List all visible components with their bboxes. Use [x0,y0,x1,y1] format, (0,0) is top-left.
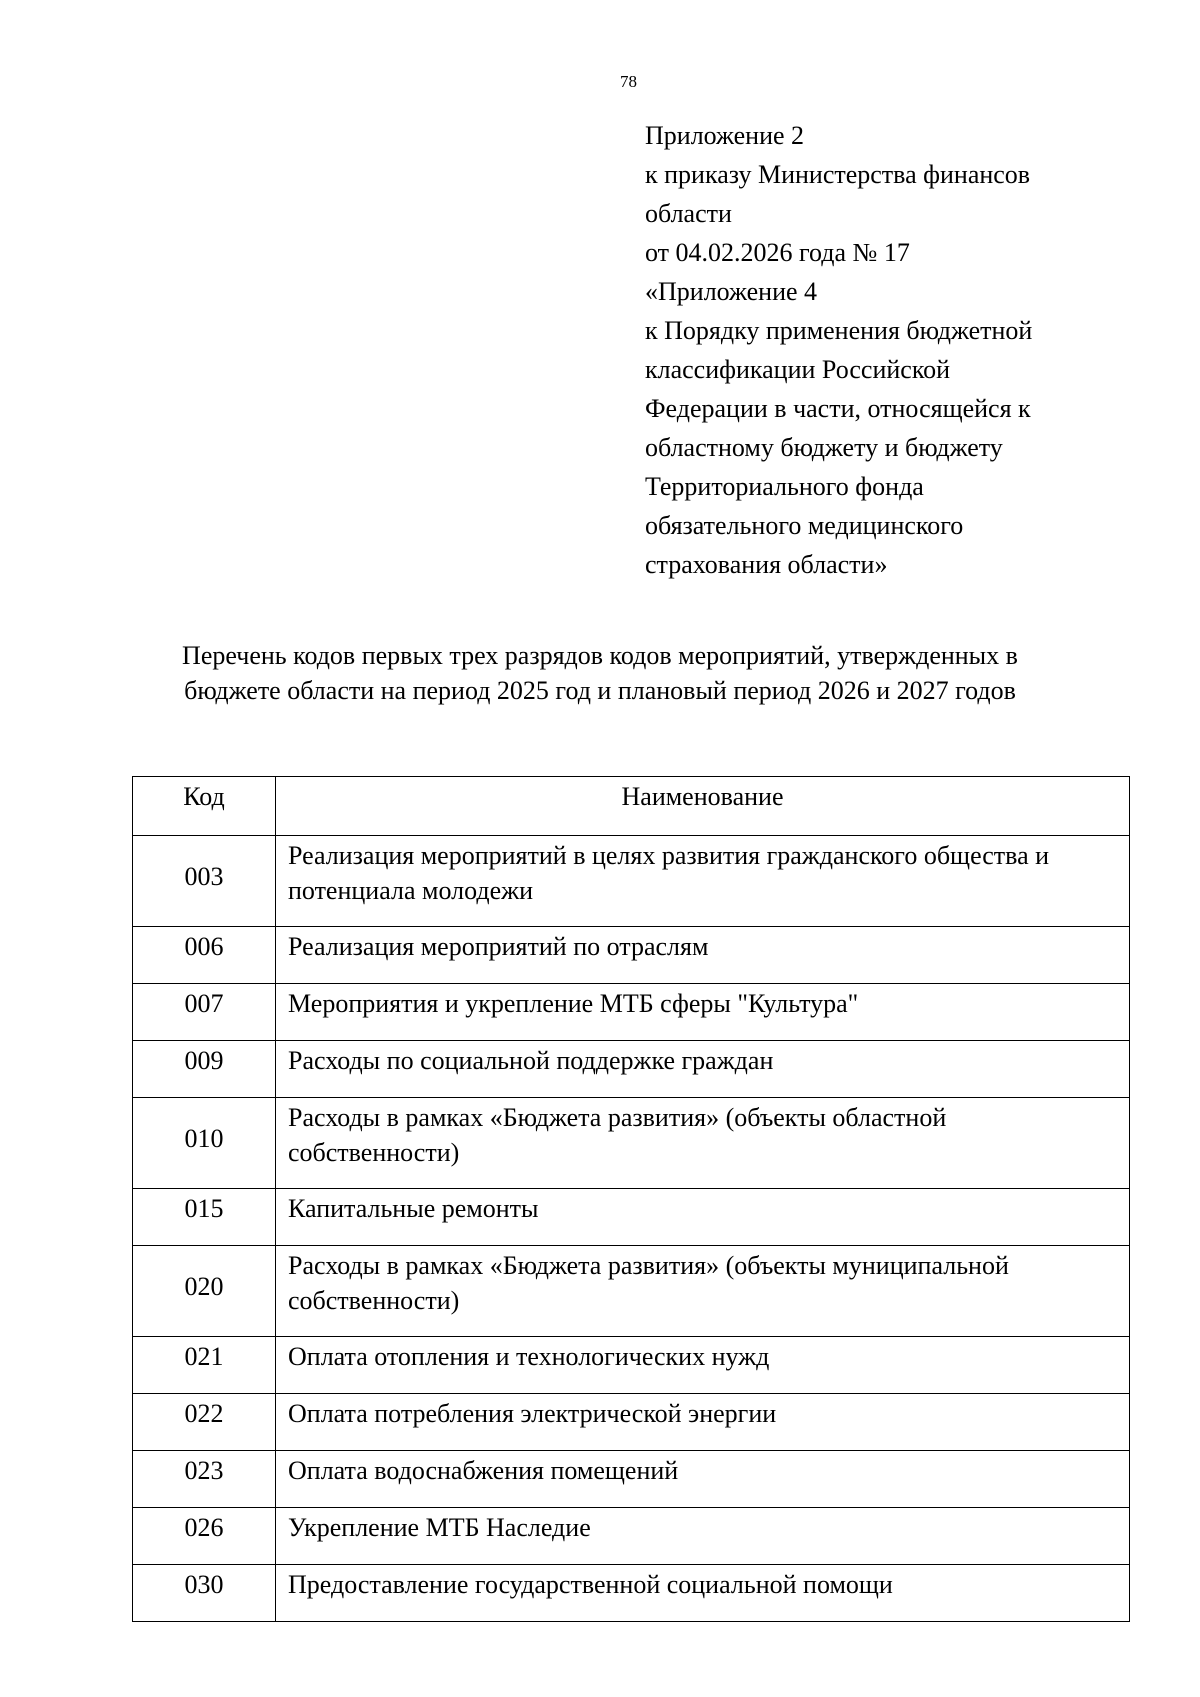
appendix-line: областному бюджету и бюджету [645,433,1003,462]
appendix-line: «Приложение 4 [645,277,818,306]
header-name: Наименование [276,777,1130,836]
row-code: 021 [133,1337,276,1394]
title-line: бюджете области на период 2025 год и плановый период 2026 и 2027 годов [184,676,1016,705]
appendix-line: Территориального фонда [645,472,924,501]
row-code: 030 [133,1565,276,1622]
document-title [100,638,1100,708]
row-code: 026 [133,1508,276,1565]
appendix-line: Приложение 2 [645,121,805,150]
appendix-line: к Порядку применения бюджетной [645,316,1033,345]
row-name: Капитальные ремонты [276,1189,1130,1246]
title-line: Перечень кодов первых трех разрядов кодов мероприятий, утвержденных в [182,641,1018,670]
table-row [133,1041,1130,1098]
appendix-line: к приказу Министерства финансов [645,160,1031,189]
row-name: Мероприятия и укрепление МТБ сферы "Культура" [276,984,1130,1041]
row-code: 023 [133,1451,276,1508]
appendix-header [645,116,1165,584]
table-row [133,836,1130,927]
table-row [133,1189,1130,1246]
table-row [133,1565,1130,1622]
page-number: 78 [620,72,637,91]
table-row [133,1337,1130,1394]
row-code: 010 [133,1098,276,1189]
table-row [133,1246,1130,1337]
appendix-line: области [645,199,732,228]
row-name: Оплата отопления и технологических нужд [276,1337,1130,1394]
table-row [133,1508,1130,1565]
row-code: 020 [133,1246,276,1337]
appendix-line: классификации Российской [645,355,951,384]
row-code: 007 [133,984,276,1041]
table-row [133,1098,1130,1189]
codes-table [132,776,1130,1622]
row-code: 006 [133,927,276,984]
appendix-line: от 04.02.2026 года № 17 [645,238,910,267]
row-name: Реализация мероприятий в целях развития гражданского общества и потенциала молодежи [276,836,1130,927]
table-header-row [133,777,1130,836]
row-name: Расходы по социальной поддержке граждан [276,1041,1130,1098]
appendix-line: страхования области» [645,550,888,579]
row-name: Расходы в рамках «Бюджета развития» (объекты областной собственности) [276,1098,1130,1189]
appendix-line: Федерации в части, относящейся к [645,394,1031,423]
appendix-line: обязательного медицинского [645,511,964,540]
header-code: Код [133,777,276,836]
row-name: Предоставление государственной социальной помощи [276,1565,1130,1622]
row-code: 003 [133,836,276,927]
row-name: Укрепление МТБ Наследие [276,1508,1130,1565]
table-row [133,1451,1130,1508]
row-code: 015 [133,1189,276,1246]
row-name: Оплата водоснабжения помещений [276,1451,1130,1508]
table-row [133,984,1130,1041]
row-code: 022 [133,1394,276,1451]
row-name: Реализация мероприятий по отраслям [276,927,1130,984]
row-name: Оплата потребления электрической энергии [276,1394,1130,1451]
row-code: 009 [133,1041,276,1098]
row-name: Расходы в рамках «Бюджета развития» (объекты муниципальной собственности) [276,1246,1130,1337]
table-row [133,1394,1130,1451]
table-row [133,927,1130,984]
